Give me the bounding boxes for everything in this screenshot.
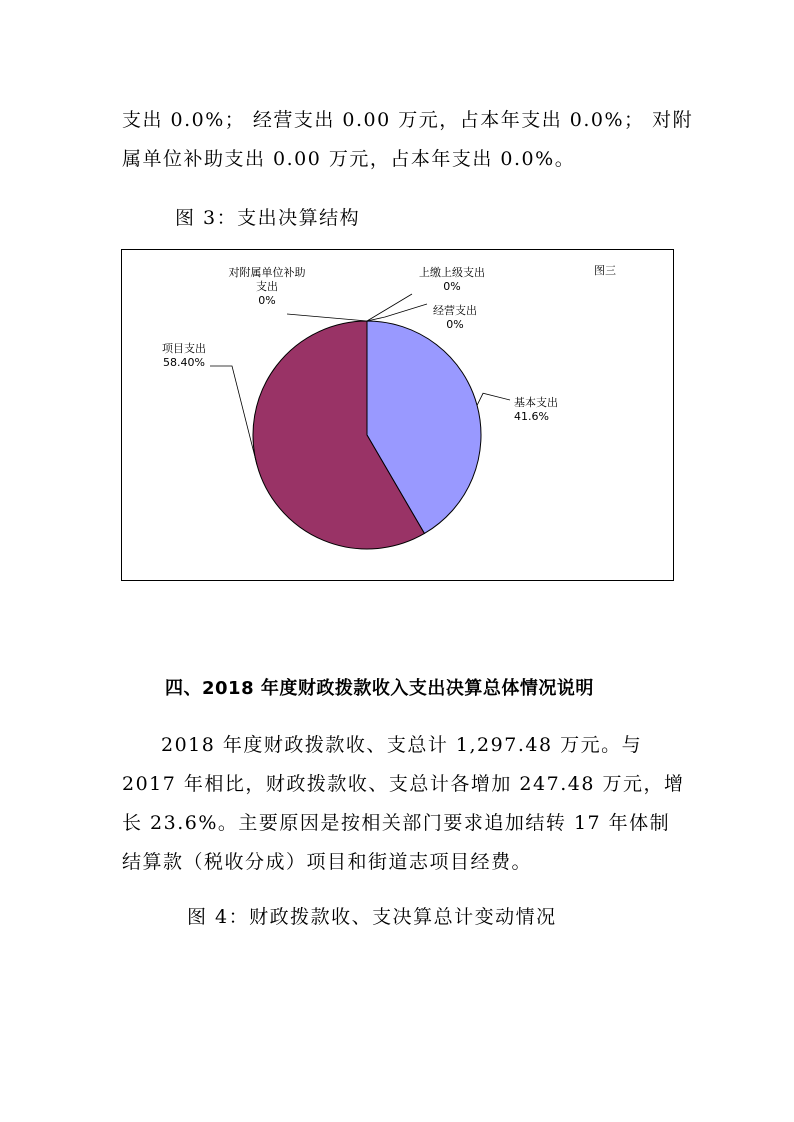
slice-percent-label-3: 0%: [443, 280, 461, 293]
slice-name-label-4: 对附属单位补助: [228, 266, 306, 279]
chart-title: 图三: [594, 264, 616, 277]
section-4-heading: 四、2018 年度财政拨款收入支出决算总体情况说明: [165, 678, 594, 699]
leader-line-4: [287, 314, 367, 321]
slice-name-label-1: 基本支出: [514, 396, 558, 409]
slice-name-label-4: 支出: [256, 280, 278, 293]
slice-percent-label-4: 0%: [258, 294, 276, 307]
slice-percent-label-2: 0%: [446, 318, 464, 331]
section-4-line-1: 2018 年度财政拨款收、支总计 1,297.48 万元。与: [161, 734, 643, 756]
figure-3-caption: 图 3：支出决算结构: [175, 207, 361, 229]
slice-name-label-5: 项目支出: [162, 342, 206, 355]
slice-percent-label-5: 58.40%: [163, 356, 205, 369]
pie-chart: [121, 249, 674, 581]
slice-percent-label-1: 41.6%: [514, 410, 549, 423]
paragraph-line-2: 属单位补助支出 0.00 万元，占本年支出 0.0%。: [122, 148, 576, 170]
section-4-line-2: 2017 年相比，财政拨款收、支总计各增加 247.48 万元，增: [122, 773, 685, 795]
leader-line-5: [210, 366, 257, 465]
section-4-line-3: 长 23.6%。主要原因是按相关部门要求追加结转 17 年体制: [122, 812, 671, 834]
figure-4-caption: 图 4：财政拨款收、支决算总计变动情况: [187, 906, 557, 928]
slice-name-label-3: 上缴上级支出: [419, 266, 485, 279]
leader-line-3: [367, 294, 412, 321]
leader-line-1: [477, 393, 510, 405]
paragraph-line-1: 支出 0.0%； 经营支出 0.00 万元，占本年支出 0.0%； 对附: [122, 109, 694, 131]
section-4-line-4: 结算款（税收分成）项目和街道志项目经费。: [122, 851, 533, 873]
leader-line-2: [367, 304, 427, 321]
slice-name-label-2: 经营支出: [433, 304, 477, 317]
pie-chart-svg: [122, 250, 673, 580]
